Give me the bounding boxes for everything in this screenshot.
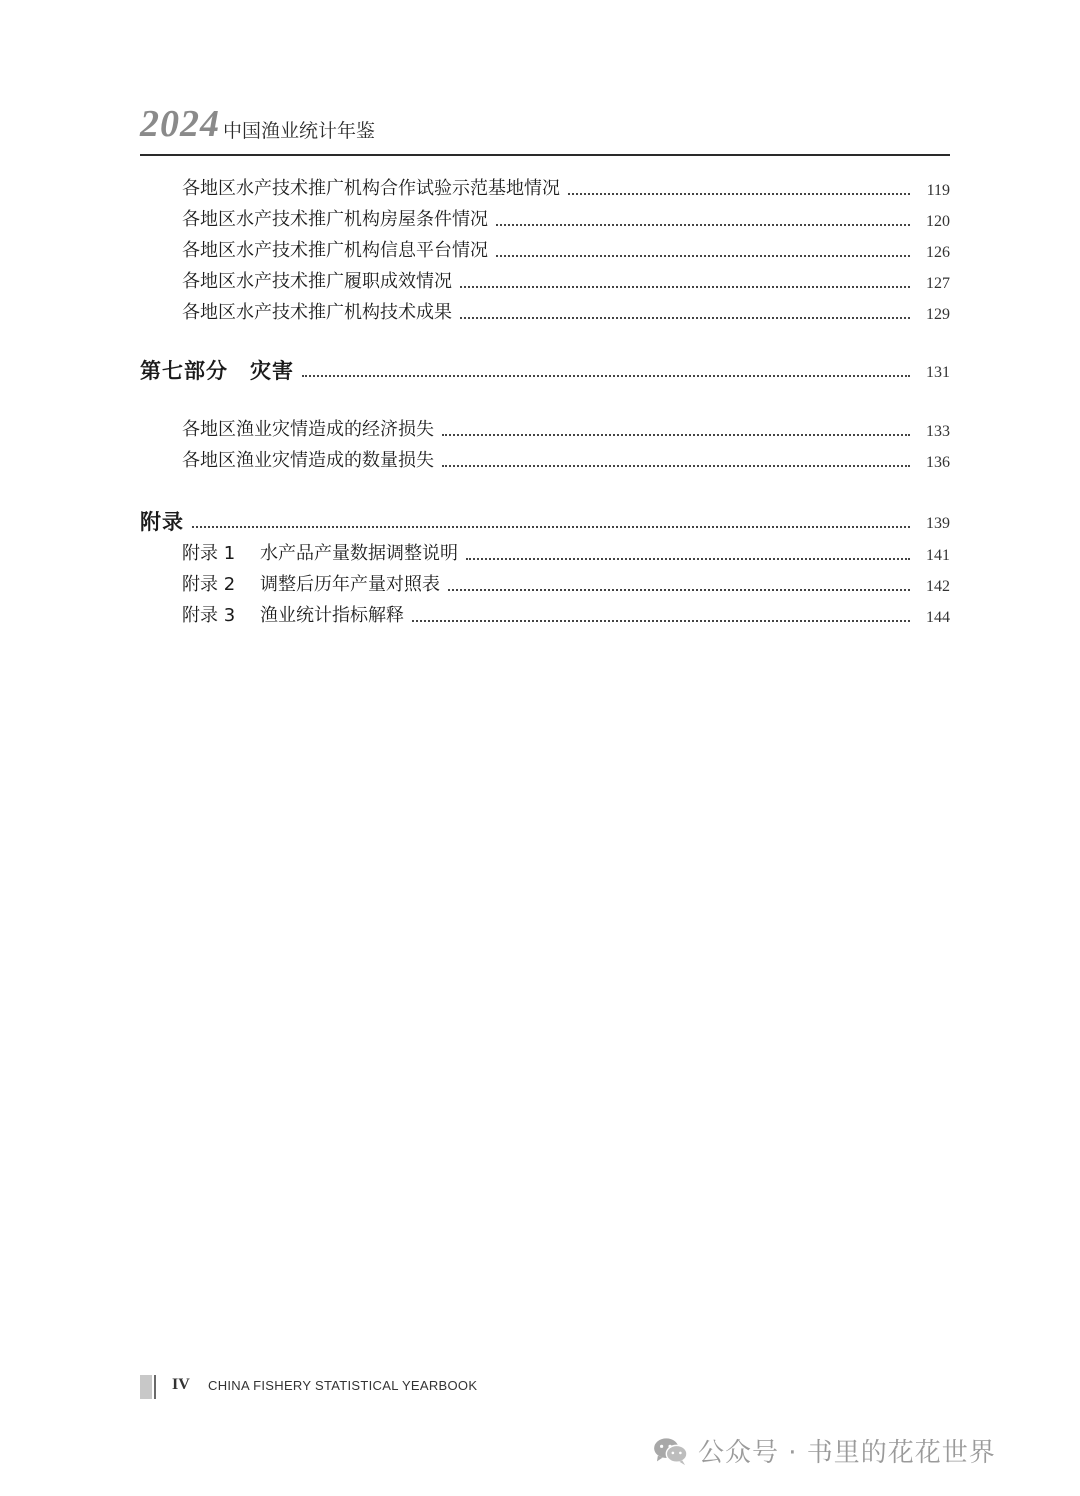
toc-leader [460, 317, 910, 319]
toc-appendix[interactable] [140, 505, 950, 535]
toc-leader [448, 589, 910, 591]
toc-leader [442, 434, 910, 436]
toc-leader [192, 526, 910, 528]
appendix-page: 142 [926, 578, 950, 595]
toc-part-7[interactable] [140, 354, 950, 384]
watermark-text: 公众号 · 书里的花花世界 [698, 1438, 996, 1468]
toc-leader [466, 558, 910, 560]
toc-leader [302, 375, 910, 377]
toc-entry-title: 各地区水产技术推广机构信息平台情况 [182, 240, 488, 261]
appendix-title: 调整后历年产量对照表 [260, 574, 440, 595]
toc-entry[interactable] [182, 172, 950, 202]
toc-entry-page: 119 [926, 182, 950, 199]
header-book-title: 中国渔业统计年鉴 [223, 120, 376, 142]
toc-leader [496, 255, 910, 257]
header-year: 2024 [140, 103, 220, 145]
footer-divider [154, 1375, 156, 1399]
toc-part-title: 第七部分 灾害 [140, 359, 294, 383]
toc-leader [412, 620, 910, 622]
toc-entry-title: 各地区渔业灾情造成的数量损失 [182, 450, 434, 471]
appendix-page: 141 [926, 547, 950, 564]
toc-entry-page: 126 [926, 244, 950, 261]
toc-entry-title: 各地区渔业灾情造成的经济损失 [182, 419, 434, 440]
toc-entry[interactable] [182, 444, 950, 474]
toc-entry-title: 各地区水产技术推广机构房屋条件情况 [182, 209, 488, 230]
toc-entry-title: 各地区水产技术推广机构合作试验示范基地情况 [182, 178, 560, 199]
toc-leader [568, 193, 910, 195]
toc-entry-page: 133 [926, 423, 950, 440]
toc-appendix-entry[interactable] [182, 568, 950, 598]
toc-entry-title: 各地区水产技术推广履职成效情况 [182, 271, 452, 292]
appendix-title: 水产品产量数据调整说明 [260, 543, 458, 564]
appendix-title: 渔业统计指标解释 [260, 605, 404, 626]
toc-leader [460, 286, 910, 288]
toc-entry[interactable] [182, 265, 950, 295]
appendix-page: 144 [926, 609, 950, 626]
toc-leader [442, 465, 910, 467]
toc-appendix-title: 附录 [140, 510, 184, 534]
toc-appendix-page: 139 [926, 515, 950, 532]
toc-entry-title: 各地区水产技术推广机构技术成果 [182, 302, 452, 323]
toc-entry[interactable] [182, 203, 950, 233]
toc-entry-page: 129 [926, 306, 950, 323]
toc-entry[interactable] [182, 234, 950, 264]
toc-entry-page: 120 [926, 213, 950, 230]
toc-entry-page: 127 [926, 275, 950, 292]
page-header [140, 102, 950, 154]
appendix-label: 附录 3 [182, 605, 236, 626]
toc-entry[interactable] [182, 296, 950, 326]
watermark [652, 1432, 996, 1469]
appendix-label: 附录 1 [182, 543, 236, 564]
wechat-icon [652, 1436, 690, 1466]
toc-entry[interactable] [182, 413, 950, 443]
toc-appendix-entry[interactable] [182, 537, 950, 567]
toc-appendix-entry[interactable] [182, 599, 950, 629]
footer-bar [140, 1375, 152, 1399]
footer-page-number: IV [172, 1376, 190, 1393]
appendix-label: 附录 2 [182, 574, 236, 595]
toc-leader [496, 224, 910, 226]
toc-entry-page: 136 [926, 454, 950, 471]
toc-part-page: 131 [926, 364, 950, 381]
footer-series-name: CHINA FISHERY STATISTICAL YEARBOOK [208, 1378, 478, 1393]
header-rule [140, 154, 950, 156]
